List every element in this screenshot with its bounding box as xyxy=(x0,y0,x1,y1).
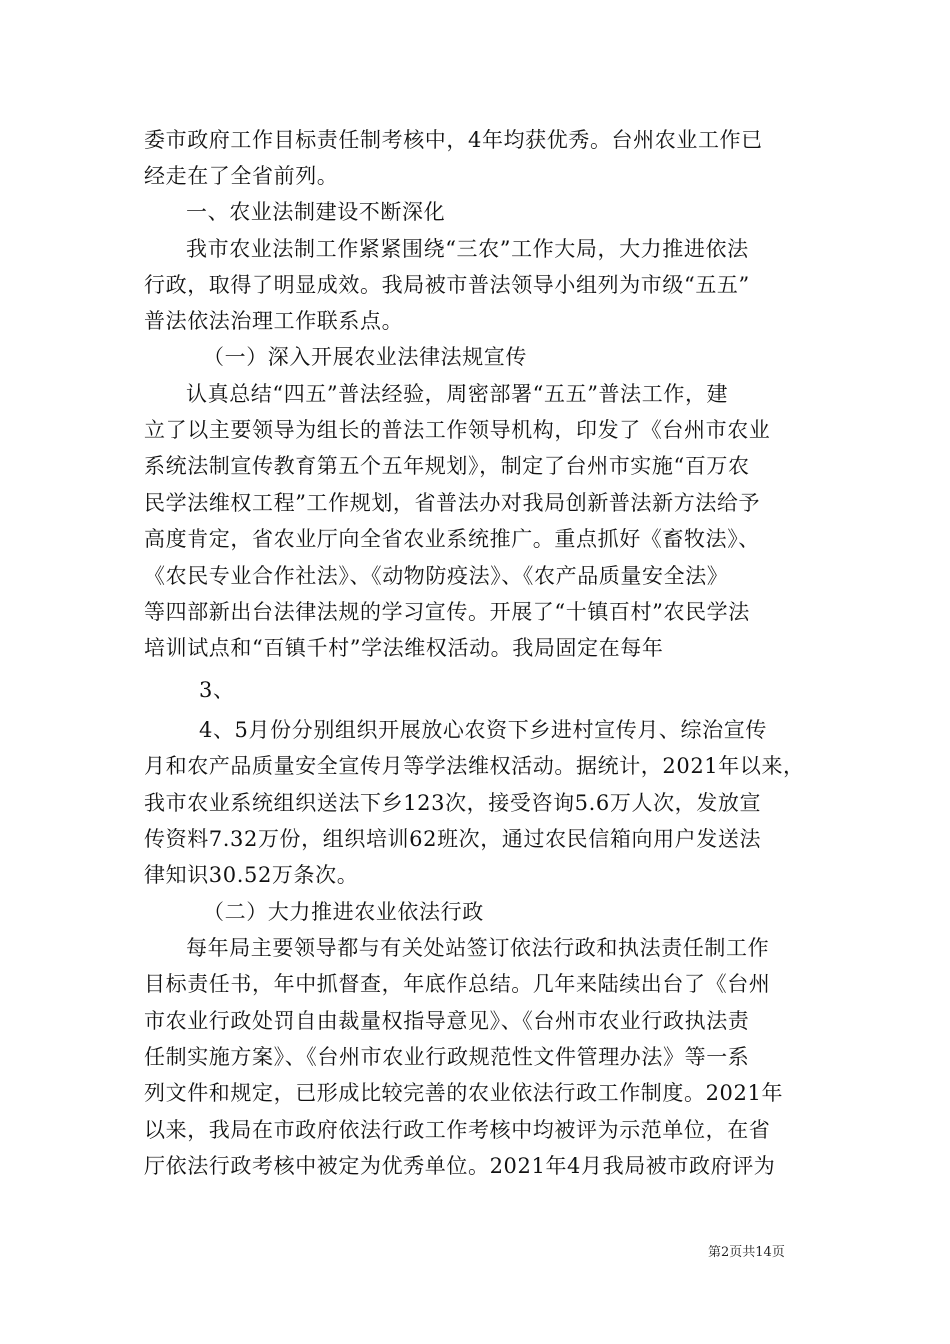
text-line: 认真总结“四五”普法经验，周密部署“五五”普法工作，建 xyxy=(186,382,729,406)
text-line: 我市农业法制工作紧紧围绕“三农”工作大局，大力推进依法 xyxy=(186,237,749,261)
text-line: 厅依法行政考核中被定为优秀单位。2021年4月我局被市政府评为 xyxy=(144,1154,776,1178)
text-line: 《农民专业合作社法》、《动物防疫法》、《农产品质量安全法》 xyxy=(144,564,729,588)
text-line: 培训试点和“百镇千村”学法维权活动。我局固定在每年 xyxy=(144,636,664,660)
subsection-heading: （二）大力推进农业依法行政 xyxy=(203,900,484,924)
text-line: 行政，取得了明显成效。我局被市普法领导小组列为市级“五五” xyxy=(144,273,750,297)
text-line: 立了以主要领导为组长的普法工作领导机构，印发了《台州市农业 xyxy=(144,418,771,442)
text-line: 列文件和规定，已形成比较完善的农业依法行政工作制度。2021年 xyxy=(144,1081,784,1105)
text-line: 我市农业系统组织送法下乡123次，接受咨询5.6万人次，发放宣 xyxy=(144,791,762,815)
text-line: 3、 xyxy=(199,678,235,702)
section-heading: 一、农业法制建设不断深化 xyxy=(186,200,446,224)
text-line: 高度肯定，省农业厅向全省农业系统推广。重点抓好《畜牧法》、 xyxy=(144,527,760,551)
text-line: 月和农产品质量安全宣传月等学法维权活动。据统计，2021年以来， xyxy=(144,754,805,778)
text-line: 每年局主要领导都与有关处站签订依法行政和执法责任制工作 xyxy=(186,936,770,960)
text-line: 委市政府工作目标责任制考核中，4年均获优秀。台州农业工作已 xyxy=(144,128,763,152)
text-line: 以来，我局在市政府依法行政工作考核中均被评为示范单位，在省 xyxy=(144,1118,771,1142)
text-line: 任制实施方案》、《台州市农业行政规范性文件管理办法》等一系 xyxy=(144,1045,750,1069)
text-line: 4、5月份分别组织开展放心农资下乡进村宣传月、综治宣传 xyxy=(199,718,767,742)
text-line: 民学法维权工程”工作规划，省普法办对我局创新普法新方法给予 xyxy=(144,491,761,515)
text-line: 系统法制宣传教育第五个五年规划》，制定了台州市实施“百万农 xyxy=(144,454,750,478)
text-line: 传资料7.32万份，组织培训62班次，通过农民信箱向用户发送法 xyxy=(144,827,762,851)
text-line: 目标责任书，年中抓督查，年底作总结。几年来陆续出台了《台州 xyxy=(144,972,771,996)
text-line: 市农业行政处罚自由裁量权指导意见》、《台州市农业行政执法责 xyxy=(144,1009,750,1033)
subsection-heading: （一）深入开展农业法律法规宣传 xyxy=(203,345,527,369)
text-line: 等四部新出台法律法规的学习宣传。开展了“十镇百村”农民学法 xyxy=(144,600,750,624)
page-number: 第2页共14页 xyxy=(708,1245,785,1260)
text-line: 普法依法治理工作联系点。 xyxy=(144,309,404,333)
text-line: 经走在了全省前列。 xyxy=(144,164,339,188)
text-line: 律知识30.52万条次。 xyxy=(144,863,359,887)
